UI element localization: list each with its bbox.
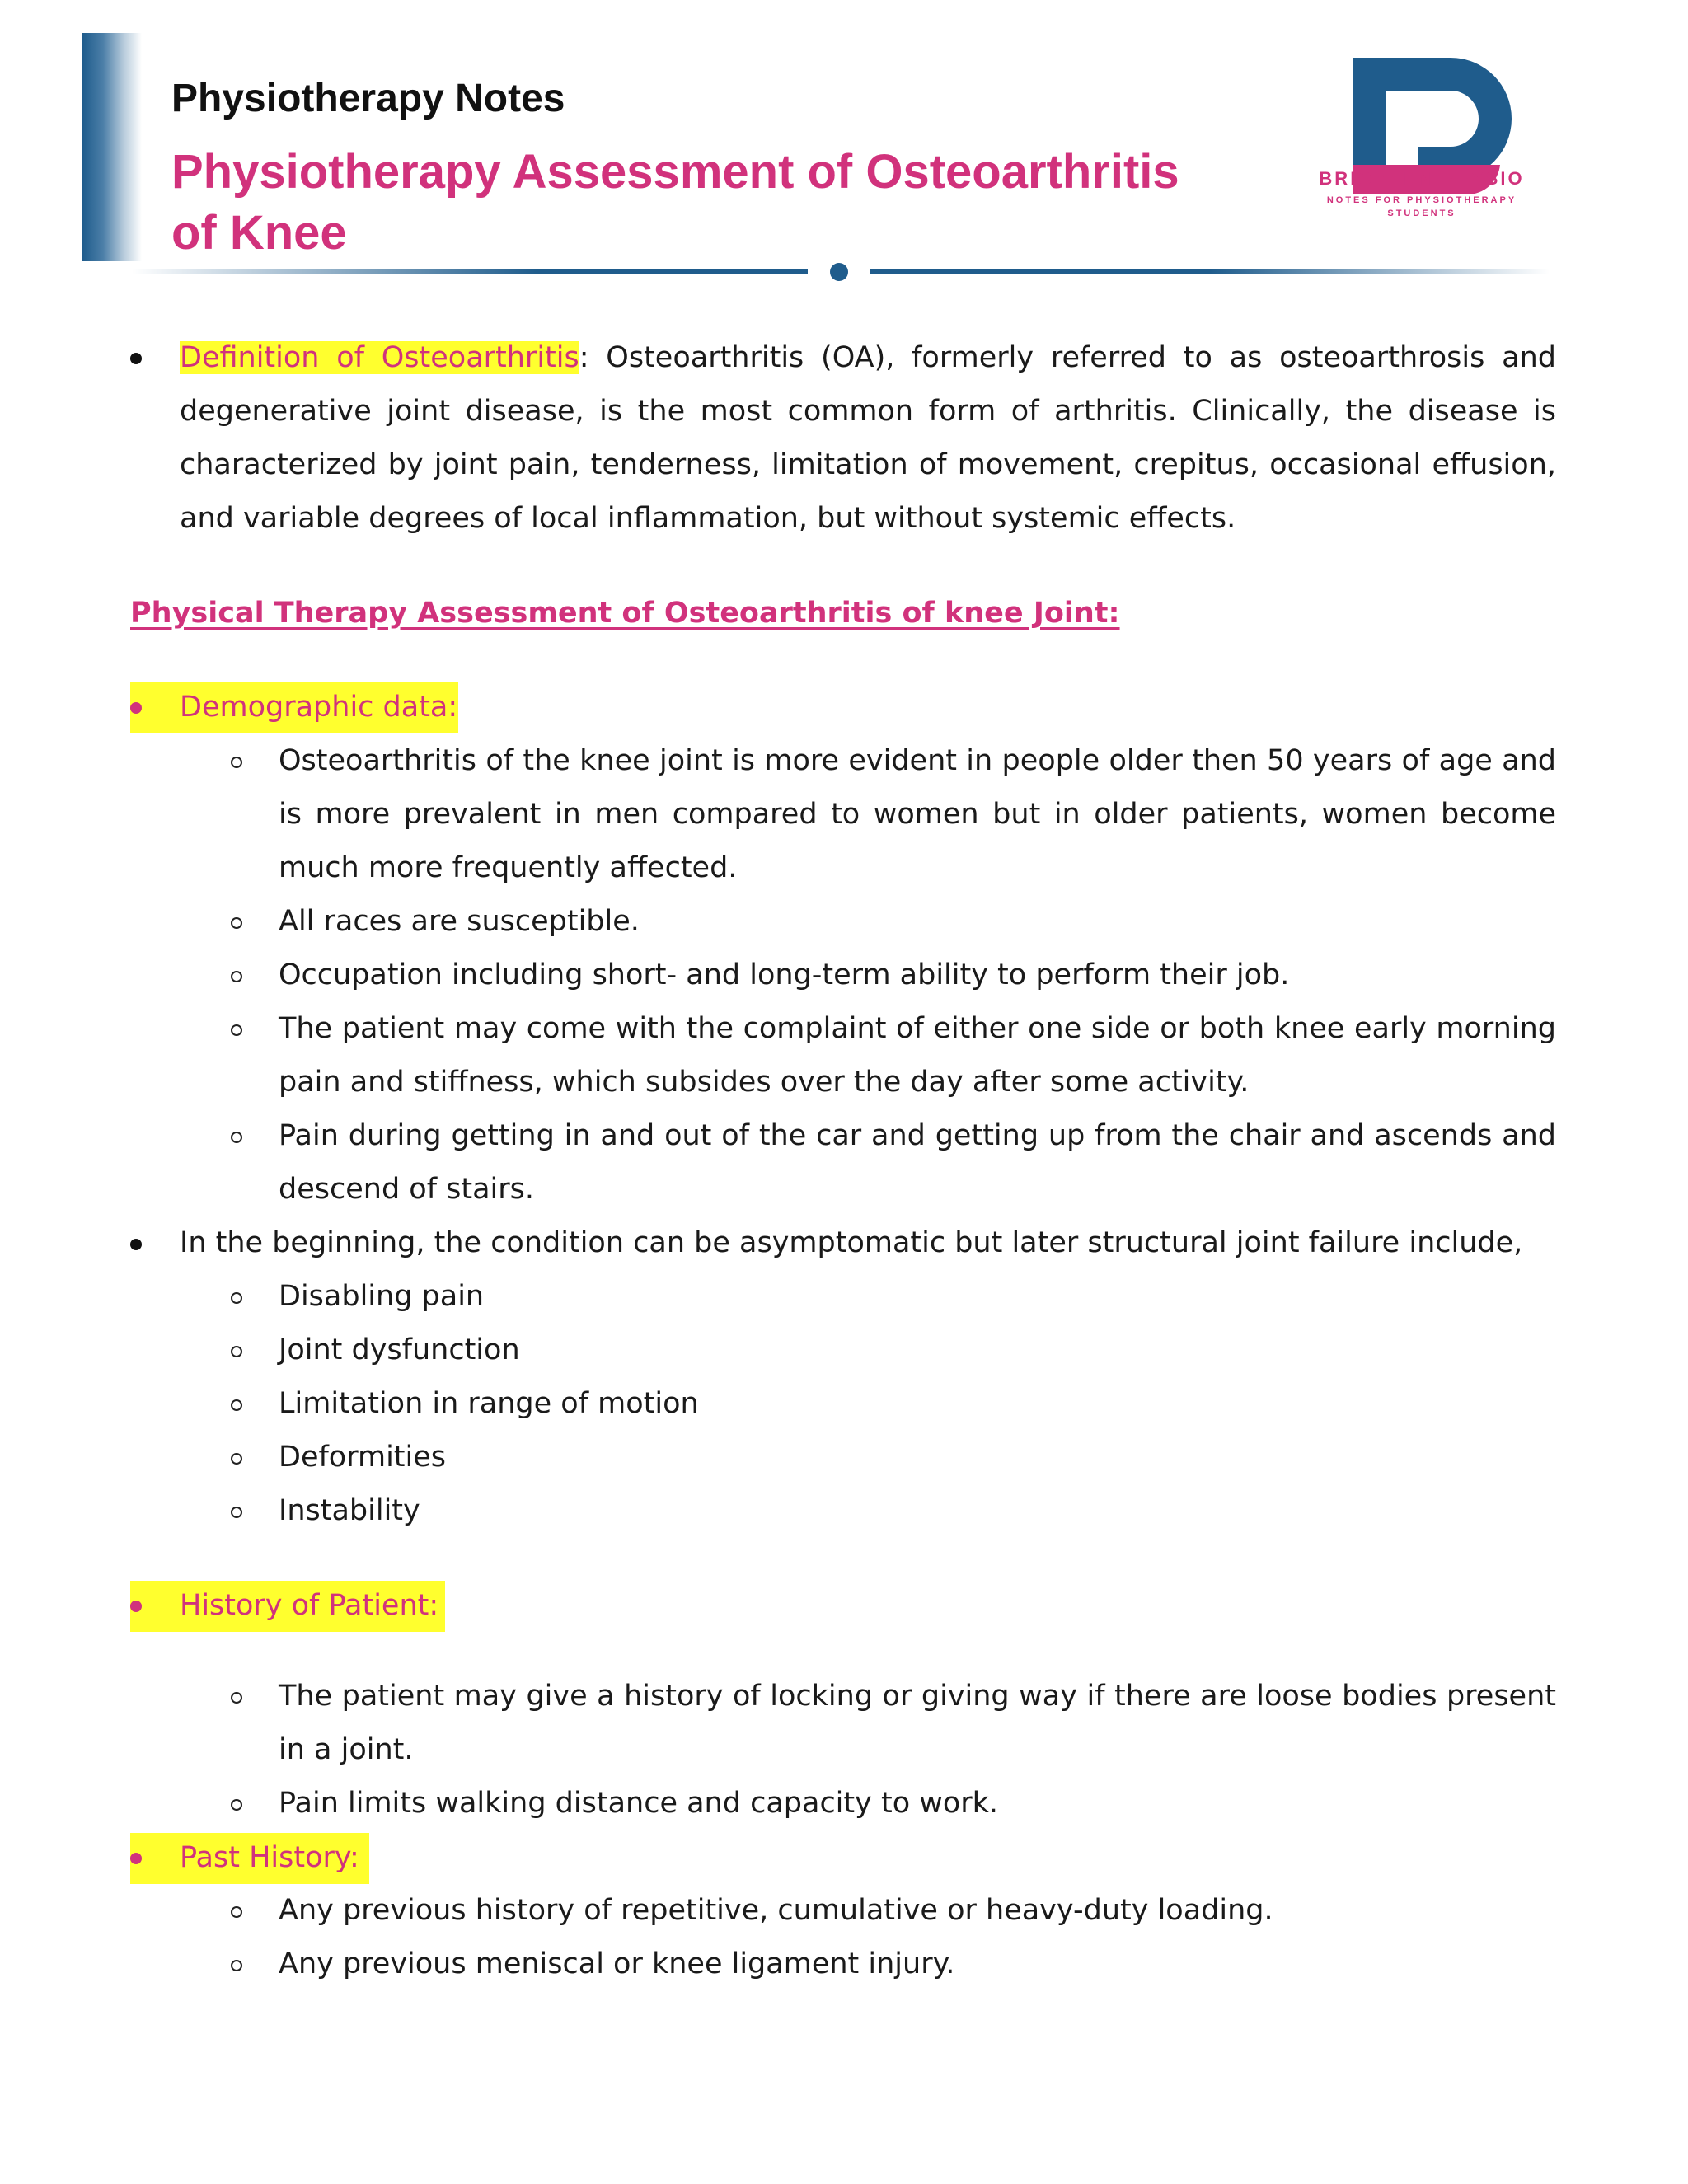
circle-bullet-icon — [231, 1906, 242, 1918]
logo-mark-blue — [1353, 58, 1512, 180]
demographic-item-1-line-3: much more frequently affected. — [279, 851, 738, 884]
circle-bullet-icon — [231, 1507, 242, 1518]
logo-tagline-line-1: NOTES FOR PHYSIOTHERAPY — [1326, 195, 1517, 205]
circle-bullet-icon — [231, 971, 242, 982]
past-history-item-2: Any previous meniscal or knee ligament injury. — [279, 1947, 955, 1980]
definition-line-4: and variable degrees of local inflammation, but without systemic effects. — [180, 502, 1236, 535]
demographic-item-3: Occupation including short- and long-term ability to perform their job. — [279, 958, 1290, 991]
bullet-icon — [130, 353, 142, 364]
history-label: History of Patient: — [180, 1589, 439, 1622]
circle-bullet-icon — [231, 917, 242, 929]
demographic-item-5-line-2: descend of stairs. — [279, 1173, 535, 1206]
header-divider — [132, 262, 1550, 282]
structural-intro: In the beginning, the condition can be asymptomatic but later structural joint failure include, — [180, 1226, 1523, 1259]
structural-item-4: Deformities — [279, 1441, 447, 1474]
circle-bullet-icon — [231, 1799, 242, 1811]
circle-bullet-icon — [231, 1960, 242, 1971]
bullet-icon — [130, 1601, 142, 1612]
assessment-heading: Physical Therapy Assessment of Osteoarthritis of knee Joint: — [130, 597, 1120, 630]
circle-bullet-icon — [231, 1453, 242, 1465]
definition-line-1 — [180, 340, 1556, 376]
demographic-item-1-line-2: is more prevalent in men compared to women but in older patients, women become — [279, 798, 1556, 831]
page-title — [171, 142, 1276, 264]
header-accent-bar — [82, 33, 142, 261]
page-title-line-2: of Knee — [171, 206, 347, 260]
circle-bullet-icon — [231, 1132, 242, 1143]
circle-bullet-icon — [231, 1024, 242, 1036]
demographic-item-4-line-2: pain and stiffness, which subsides over the day after some activity. — [279, 1066, 1250, 1099]
structural-item-2: Joint dysfunction — [279, 1333, 520, 1366]
demographic-item-4-line-1: The patient may come with the complaint of either one side or both knee early morning — [279, 1012, 1556, 1045]
history-item-1-line-2: in a joint. — [279, 1733, 414, 1766]
definition-line-2: degenerative joint disease, is the most common form of arthritis. Clinically, the disease is — [180, 395, 1556, 428]
definition-label: Definition of Osteoarthritis — [180, 341, 579, 374]
circle-bullet-icon — [231, 1292, 242, 1304]
demographic-item-1-line-1: Osteoarthritis of the knee joint is more evident in people older then 50 years of age and — [279, 744, 1556, 777]
logo-tagline-line-2: STUDENTS — [1387, 209, 1456, 218]
page-title-line-1: Physiotherapy Assessment of Osteoarthritis — [171, 145, 1179, 199]
circle-bullet-icon — [231, 757, 242, 768]
brighten-physio-logo — [1286, 49, 1558, 231]
bullet-icon — [130, 702, 142, 714]
demographic-item-5-line-1: Pain during getting in and out of the car and getting up from the chair and ascends and — [279, 1119, 1556, 1152]
history-item-2: Pain limits walking distance and capacity to work. — [279, 1787, 999, 1820]
structural-item-1: Disabling pain — [279, 1280, 485, 1313]
demographic-label: Demographic data: — [180, 691, 458, 724]
past-history-item-1: Any previous history of repetitive, cumulative or heavy-duty loading. — [279, 1894, 1273, 1927]
demographic-item-2: All races are susceptible. — [279, 905, 640, 938]
definition-text-line-1: : Osteoarthritis (OA), formerly referred to as osteoarthrosis and — [579, 341, 1556, 374]
document-label: Physiotherapy Notes — [171, 77, 565, 120]
circle-bullet-icon — [231, 1692, 242, 1704]
bullet-icon — [130, 1239, 142, 1250]
definition-line-3: characterized by joint pain, tenderness, limitation of movement, crepitus, occasional effusion, — [180, 448, 1556, 481]
circle-bullet-icon — [231, 1346, 242, 1357]
structural-item-5: Instability — [279, 1494, 420, 1527]
bullet-icon — [130, 1853, 142, 1864]
circle-bullet-icon — [231, 1399, 242, 1411]
history-item-1-line-1: The patient may give a history of locking or giving way if there are loose bodies present — [279, 1680, 1556, 1713]
logo-brand-text: BRIGHTEN PHYSIO — [1319, 168, 1525, 189]
past-history-label: Past History: — [180, 1841, 359, 1874]
structural-item-3: Limitation in range of motion — [279, 1387, 699, 1420]
